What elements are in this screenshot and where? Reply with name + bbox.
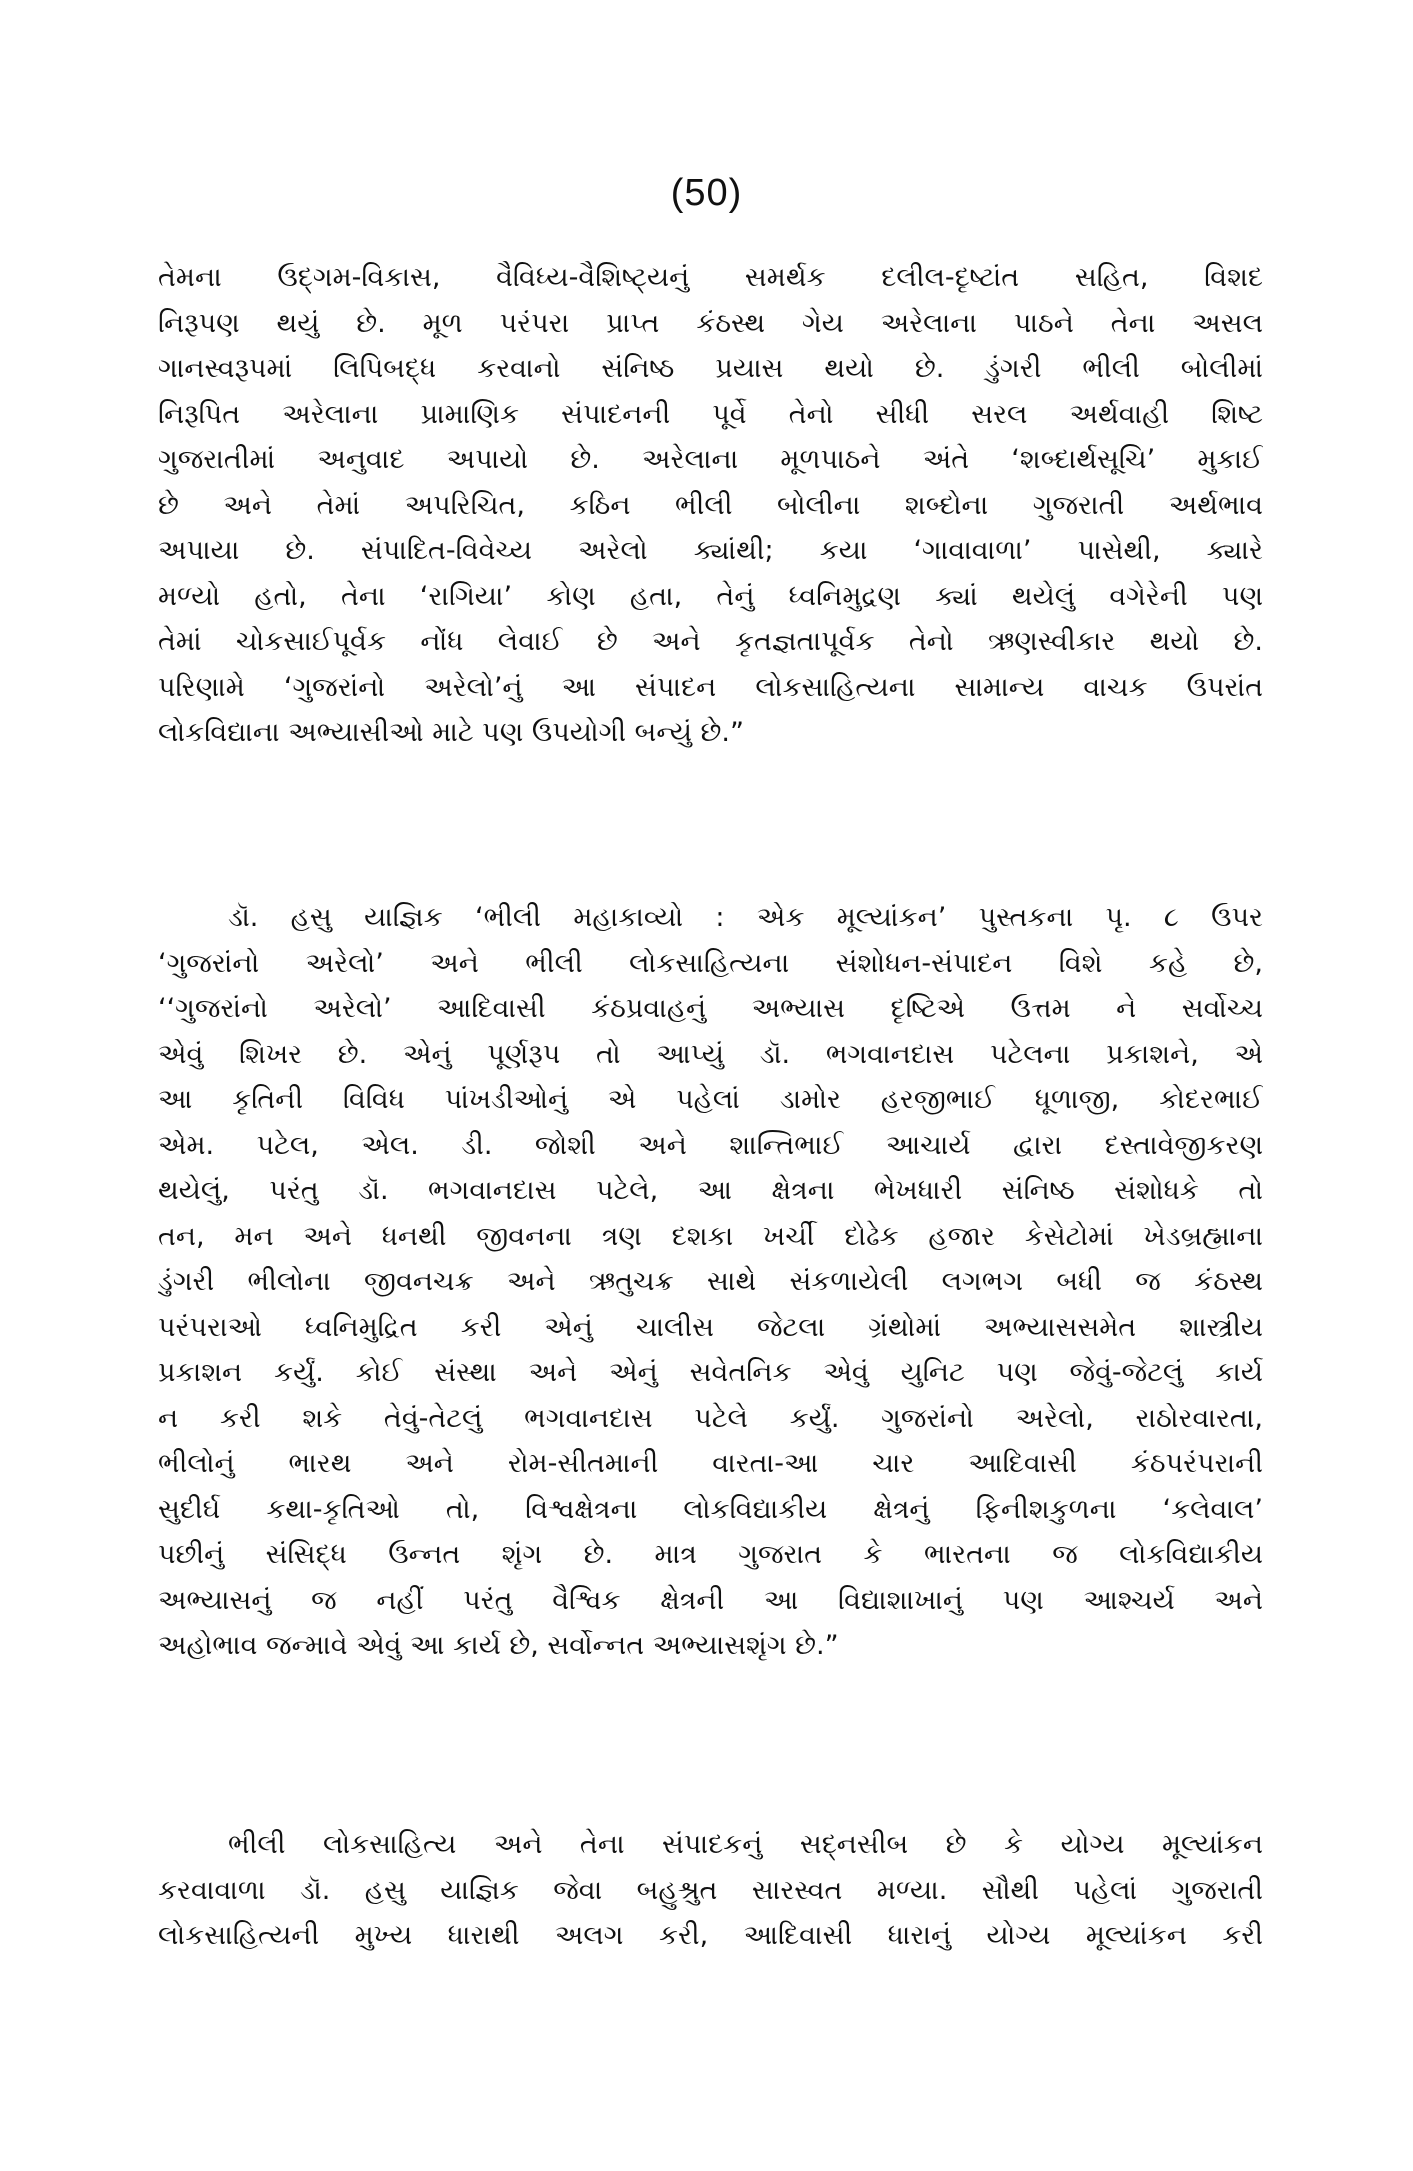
paragraph-1 xyxy=(158,255,1263,756)
text-line: તન, મન અને ધનથી જીવનના ત્રણ દશકા ખર્ચી દોઢેક હજાર કેસેટોમાં ખેડબ્રહ્માના xyxy=(158,1220,1263,1252)
text-line: ગુજરાતીમાં અનુવાદ અપાયો છે. અરેલાના મૂળપાઠને અંતે ‘શબ્દાર્થસૂચિ’ મુકાઈ xyxy=(158,444,1263,475)
text-line: ‘‘ગુજરાંનો અરેલો’ આદિવાસી કંઠપ્રવાહનું અભ્યાસ દૃષ્ટિએ ઉત્તમ ને સર્વોચ્ચ xyxy=(158,993,1263,1024)
text-line: નિરૂપિત અરેલાના પ્રામાણિક સંપાદનની પૂર્વે તેનો સીધી સરલ અર્થવાહી શિષ્ટ xyxy=(158,398,1263,430)
text-line: મળ્યો હતો, તેના ‘રાગિયા’ કોણ હતા, તેનું ધ્વનિમુદ્રણ ક્યાં થયેલું વગેરેની પણ xyxy=(158,580,1263,612)
text-line: એવું શિખર છે. એનું પૂર્ણરૂપ તો આપ્યું ડૉ. ભગવાનદાસ પટેલના પ્રકાશને, એ xyxy=(158,1038,1263,1070)
text-line: નિરૂપણ થયું છે. મૂળ પરંપરા પ્રાપ્ત કંઠસ્થ ગેય અરેલાના પાઠને તેના અસલ xyxy=(158,307,1263,339)
text-line: લોકવિદ્યાના અભ્યાસીઓ માટે પણ ઉપયોગી બન્યું છે.” xyxy=(158,717,744,748)
text-line: થયેલું, પરંતુ ડૉ. ભગવાનદાસ પટેલે, આ ક્ષેત્રના ભેખધારી સંનિષ્ઠ સંશોધકે તો xyxy=(158,1175,1263,1206)
text-line: ન કરી શકે તેવું-તેટલું ભગવાનદાસ પટેલે કર્યું. ગુજરાંનો અરેલો, રાઠોરવારતા, xyxy=(158,1402,1263,1434)
text-line: અભ્યાસનું જ નહીં પરંતુ વૈશ્વિક ક્ષેત્રની આ વિદ્યાશાખાનું પણ આશ્ચર્ય અને xyxy=(158,1584,1263,1616)
paragraph-3 xyxy=(158,1822,1263,1959)
text-line: લોકસાહિત્યની મુખ્ય ધારાથી અલગ કરી, આદિવાસી ધારાનું યોગ્ય મૂલ્યાંકન કરી xyxy=(158,1920,1263,1951)
page-number: (50) xyxy=(670,172,743,214)
text-line: ભીલોનું ભારથ અને રોમ-સીતમાની વારતા-આ ચાર આદિવાસી કંઠપરંપરાની xyxy=(158,1448,1263,1479)
text-line: ડૉ. હસુ યાજ્ઞિક ‘ભીલી મહાકાવ્યો : એક મૂલ્યાંકન’ પુસ્તકના પૃ. ૮ ઉપર xyxy=(228,902,1263,933)
text-line: ‘ગુજરાંનો અરેલો’ અને ભીલી લોકસાહિત્યના સંશોધન-સંપાદન વિશે કહે છે, xyxy=(158,947,1263,979)
text-line: આ કૃતિની વિવિધ પાંખડીઓનું એ પહેલાં ડામોર હરજીભાઈ ધૂળાજી, કોદરભાઈ xyxy=(158,1084,1263,1115)
paragraph-2 xyxy=(158,895,1263,1669)
text-line: પછીનું સંસિદ્ધ ઉન્નત શૃંગ છે. માત્ર ગુજરાત કે ભારતના જ લોકવિદ્યાકીય xyxy=(158,1539,1263,1570)
text-line: છે અને તેમાં અપરિચિત, કઠિન ભીલી બોલીના શબ્દોના ગુજરાતી અર્થભાવ xyxy=(158,489,1263,521)
text-line: તેમના ઉદ્‌ગમ-વિકાસ, વૈવિધ્ય-વૈશિષ્ટ્યનું સમર્થક દલીલ-દૃષ્ટાંત સહિત, વિશદ xyxy=(158,262,1263,293)
text-line: અહોભાવ જન્માવે એવું આ કાર્ય છે, સર્વોન્નત અભ્યાસશૃંગ છે.” xyxy=(158,1630,839,1661)
text-line: પરંપરાઓ ધ્વનિમુદ્રિત કરી એનું ચાલીસ જેટલા ગ્રંથોમાં અભ્યાસસમેત શાસ્ત્રીય xyxy=(158,1311,1263,1343)
text-line: તેમાં ચોકસાઈપૂર્વક નોંધ લેવાઈ છે અને કૃતજ્ઞતાપૂર્વક તેનો ઋણસ્વીકાર થયો છે. xyxy=(158,626,1263,657)
text-line: પ્રકાશન કર્યું. કોઈ સંસ્થા અને એનું સવેતનિક એવું યુનિટ પણ જેવું-જેટલું કાર્ય xyxy=(158,1357,1263,1388)
text-line: અપાયા છે. સંપાદિત-વિવેચ્ય અરેલો ક્યાંથી; કયા ‘ગાવાવાળા’ પાસેથી, ક્યારે xyxy=(158,535,1263,566)
text-line: એમ. પટેલ, એલ. ડી. જોશી અને શાન્તિભાઈ આચાર્ય દ્વારા દસ્તાવેજીકરણ xyxy=(158,1129,1263,1161)
text-line: સુદીર્ઘ કથા-કૃતિઓ તો, વિશ્વક્ષેત્રના લોકવિદ્યાકીય ક્ષેત્રનું ફિનીશકુળના ‘કલેવાલ’ xyxy=(158,1493,1263,1525)
text-line: ડુંગરી ભીલોના જીવનચક્ર અને ઋતુચક્ર સાથે સંકળાયેલી લગભગ બધી જ કંઠસ્થ xyxy=(158,1266,1263,1297)
text-line: ભીલી લોકસાહિત્ય અને તેના સંપાદકનું સદ્‌નસીબ છે કે યોગ્ય મૂલ્યાંકન xyxy=(228,1829,1263,1860)
text-line: કરવાવાળા ડૉ. હસુ યાજ્ઞિક જેવા બહુશ્રુત સારસ્વત મળ્યા. સૌથી પહેલાં ગુજરાતી xyxy=(158,1874,1263,1906)
text-line: પરિણામે ‘ગુજરાંનો અરેલો’નું આ સંપાદન લોકસાહિત્યના સામાન્ય વાચક ઉપરાંત xyxy=(158,671,1263,703)
text-line: ગાનસ્વરૂપમાં લિપિબદ્ધ કરવાનો સંનિષ્ઠ પ્રયાસ થયો છે. ડુંગરી ભીલી બોલીમાં xyxy=(158,353,1263,384)
